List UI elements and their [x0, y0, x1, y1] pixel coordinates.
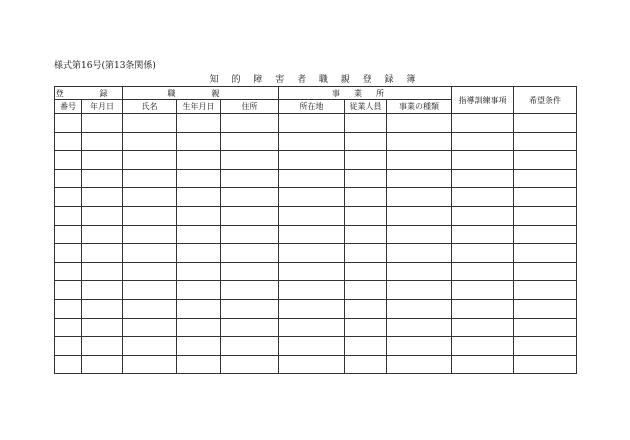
table-cell[interactable] [279, 151, 345, 170]
table-cell[interactable] [345, 281, 387, 300]
table-cell[interactable] [177, 206, 221, 225]
header-reg-date: 年月日 [82, 100, 123, 114]
table-cell[interactable] [345, 299, 387, 318]
table-cell[interactable] [221, 151, 279, 170]
table-cell[interactable] [177, 132, 221, 151]
table-cell[interactable] [55, 244, 82, 263]
table-cell[interactable] [452, 114, 514, 133]
table-row [55, 299, 577, 318]
table-cell[interactable] [452, 169, 514, 188]
header-name: 氏名 [123, 100, 177, 114]
table-cell[interactable] [345, 225, 387, 244]
table-cell[interactable] [82, 188, 123, 207]
table-cell[interactable] [345, 206, 387, 225]
table-cell[interactable] [279, 262, 345, 281]
table-cell[interactable] [279, 281, 345, 300]
table-cell[interactable] [279, 169, 345, 188]
table-cell[interactable] [123, 262, 177, 281]
table-cell[interactable] [123, 169, 177, 188]
table-cell[interactable] [55, 132, 82, 151]
table-cell[interactable] [387, 188, 452, 207]
table-cell[interactable] [387, 169, 452, 188]
table-cell[interactable] [123, 114, 177, 133]
table-cell[interactable] [177, 355, 221, 374]
table-cell[interactable] [387, 281, 452, 300]
table-row [55, 169, 577, 188]
table-cell[interactable] [221, 169, 279, 188]
table-cell[interactable] [279, 337, 345, 356]
table-row [55, 188, 577, 207]
table-row [55, 114, 577, 133]
table-cell[interactable] [452, 262, 514, 281]
table-cell[interactable] [221, 244, 279, 263]
table-cell[interactable] [177, 337, 221, 356]
table-cell[interactable] [279, 132, 345, 151]
table-cell[interactable] [82, 355, 123, 374]
table-cell[interactable] [177, 188, 221, 207]
table-cell[interactable] [452, 244, 514, 263]
table-cell[interactable] [82, 262, 123, 281]
table-cell[interactable] [387, 206, 452, 225]
table-cell[interactable] [514, 244, 577, 263]
group-foster-parent: 職 親 [123, 87, 279, 100]
table-cell[interactable] [123, 355, 177, 374]
table-cell[interactable] [123, 337, 177, 356]
table-row [55, 337, 577, 356]
table-cell[interactable] [279, 318, 345, 337]
table-cell[interactable] [452, 132, 514, 151]
table-cell[interactable] [82, 169, 123, 188]
table-cell[interactable] [177, 114, 221, 133]
table-cell[interactable] [55, 151, 82, 170]
table-cell[interactable] [452, 225, 514, 244]
table-cell[interactable] [452, 318, 514, 337]
table-cell[interactable] [514, 262, 577, 281]
table-cell[interactable] [387, 225, 452, 244]
table-cell[interactable] [345, 337, 387, 356]
header-location: 所在地 [279, 100, 345, 114]
table-cell[interactable] [345, 244, 387, 263]
table-cell[interactable] [452, 281, 514, 300]
table-cell[interactable] [452, 188, 514, 207]
table-cell[interactable] [177, 169, 221, 188]
table-cell[interactable] [221, 337, 279, 356]
table-cell[interactable] [221, 132, 279, 151]
header-employees: 従業人員 [345, 100, 387, 114]
register-table [54, 86, 577, 374]
table-cell[interactable] [452, 355, 514, 374]
table-cell[interactable] [123, 281, 177, 300]
table-cell[interactable] [82, 337, 123, 356]
table-cell[interactable] [123, 299, 177, 318]
group-registration: 登 録 [55, 88, 122, 98]
table-cell[interactable] [514, 299, 577, 318]
table-cell[interactable] [123, 188, 177, 207]
table-row [55, 151, 577, 170]
table-cell[interactable] [345, 151, 387, 170]
table-row [55, 262, 577, 281]
table-cell[interactable] [221, 188, 279, 207]
table-cell[interactable] [452, 206, 514, 225]
table-cell[interactable] [55, 225, 82, 244]
table-row [55, 132, 577, 151]
table-cell[interactable] [55, 262, 82, 281]
table-cell[interactable] [514, 188, 577, 207]
table-cell[interactable] [177, 299, 221, 318]
table-cell[interactable] [177, 225, 221, 244]
table-cell[interactable] [387, 318, 452, 337]
table-cell[interactable] [345, 262, 387, 281]
table-cell[interactable] [82, 114, 123, 133]
table-cell[interactable] [55, 355, 82, 374]
table-cell[interactable] [55, 114, 82, 133]
table-cell[interactable] [221, 281, 279, 300]
table-cell[interactable] [221, 206, 279, 225]
table-cell[interactable] [82, 206, 123, 225]
table-cell[interactable] [55, 206, 82, 225]
table-cell[interactable] [279, 225, 345, 244]
table-cell[interactable] [82, 299, 123, 318]
table-cell[interactable] [279, 244, 345, 263]
table-cell[interactable] [82, 281, 123, 300]
header-group-row [55, 87, 577, 100]
table-cell[interactable] [177, 262, 221, 281]
table-cell[interactable] [514, 169, 577, 188]
table-cell[interactable] [345, 169, 387, 188]
table-cell[interactable] [345, 318, 387, 337]
header-birth-date: 生年月日 [177, 100, 221, 114]
table-cell[interactable] [55, 299, 82, 318]
table-row [55, 244, 577, 263]
page-title: 知 的 障 害 者 職 親 登 録 簿 [209, 75, 421, 85]
table-cell[interactable] [452, 299, 514, 318]
table-cell[interactable] [221, 355, 279, 374]
table-cell[interactable] [221, 114, 279, 133]
table-cell[interactable] [387, 299, 452, 318]
table-cell[interactable] [279, 355, 345, 374]
register-body [55, 114, 577, 374]
table-cell[interactable] [345, 132, 387, 151]
table-cell[interactable] [514, 318, 577, 337]
table-cell[interactable] [221, 225, 279, 244]
table-cell[interactable] [221, 299, 279, 318]
table-cell[interactable] [387, 244, 452, 263]
table-cell[interactable] [123, 225, 177, 244]
table-cell[interactable] [279, 206, 345, 225]
table-cell[interactable] [221, 262, 279, 281]
table-cell[interactable] [514, 132, 577, 151]
table-cell[interactable] [345, 355, 387, 374]
table-cell[interactable] [452, 151, 514, 170]
table-cell[interactable] [387, 132, 452, 151]
table-cell[interactable] [55, 169, 82, 188]
table-cell[interactable] [55, 318, 82, 337]
table-cell[interactable] [387, 151, 452, 170]
table-cell[interactable] [345, 114, 387, 133]
table-cell[interactable] [387, 262, 452, 281]
table-cell[interactable] [82, 225, 123, 244]
table-cell[interactable] [452, 337, 514, 356]
table-cell[interactable] [279, 114, 345, 133]
table-cell[interactable] [55, 188, 82, 207]
table-cell[interactable] [387, 114, 452, 133]
table-cell[interactable] [82, 318, 123, 337]
table-cell[interactable] [514, 355, 577, 374]
table-cell[interactable] [123, 318, 177, 337]
table-row [55, 225, 577, 244]
table-cell[interactable] [514, 114, 577, 133]
table-cell[interactable] [345, 188, 387, 207]
table-cell[interactable] [177, 281, 221, 300]
header-address: 住所 [221, 100, 279, 114]
table-row [55, 281, 577, 300]
table-cell[interactable] [279, 188, 345, 207]
table-cell[interactable] [55, 281, 82, 300]
table-row [55, 206, 577, 225]
table-row [55, 318, 577, 337]
group-business: 事業所 [279, 87, 452, 100]
table-row [55, 355, 577, 374]
header-business-type: 事業の種類 [387, 100, 452, 114]
table-cell[interactable] [123, 132, 177, 151]
table-cell[interactable] [123, 244, 177, 263]
table-cell[interactable] [82, 132, 123, 151]
table-cell[interactable] [387, 355, 452, 374]
table-cell[interactable] [123, 206, 177, 225]
table-cell[interactable] [55, 337, 82, 356]
table-cell[interactable] [514, 337, 577, 356]
table-cell[interactable] [177, 318, 221, 337]
table-cell[interactable] [82, 151, 123, 170]
table-cell[interactable] [514, 151, 577, 170]
form-number: 様式第16号(第13条関係) [54, 61, 156, 71]
header-number: 番号 [55, 100, 82, 114]
table-cell[interactable] [177, 151, 221, 170]
table-cell[interactable] [82, 244, 123, 263]
table-cell[interactable] [514, 281, 577, 300]
table-cell[interactable] [221, 318, 279, 337]
table-cell[interactable] [279, 299, 345, 318]
table-cell[interactable] [123, 151, 177, 170]
header-wishes: 希望条件 [514, 87, 577, 114]
table-cell[interactable] [514, 206, 577, 225]
table-cell[interactable] [514, 225, 577, 244]
table-cell[interactable] [387, 337, 452, 356]
table-cell[interactable] [177, 244, 221, 263]
header-guidance: 指導訓練事項 [452, 87, 514, 114]
